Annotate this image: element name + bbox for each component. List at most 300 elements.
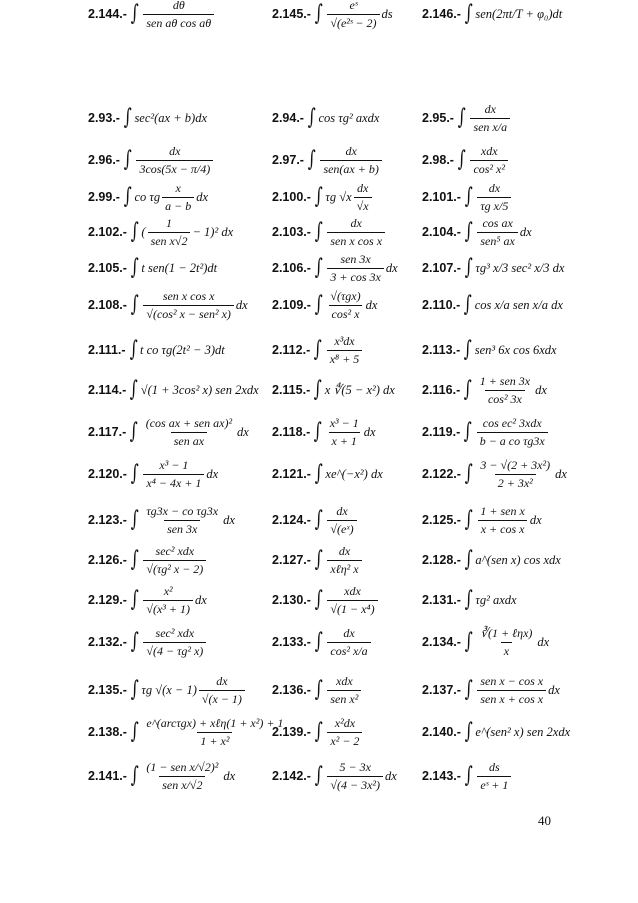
exercise-item xyxy=(88,625,208,658)
fraction xyxy=(327,0,379,31)
exercise-number: 2.145.- xyxy=(272,7,311,21)
exercise-number: 2.95.- xyxy=(422,111,454,125)
integral-expression xyxy=(313,0,393,31)
integral-expression xyxy=(463,549,561,571)
numerator: cos ec² 3xdx xyxy=(482,415,542,430)
denominator: √(1 − x⁴) xyxy=(327,600,377,617)
integral-expression xyxy=(456,102,512,135)
integrand-tail: dx xyxy=(385,768,397,783)
exercise-number: 2.96.- xyxy=(88,153,120,167)
integral-sign: ∫ xyxy=(130,255,139,280)
denominator: x + 1 xyxy=(329,432,360,449)
integral-sign: ∫ xyxy=(313,419,322,444)
integral-sign: ∫ xyxy=(464,507,473,532)
integrand-tail: dx xyxy=(535,382,547,397)
exercise-number: 2.110.- xyxy=(422,298,461,312)
exercise-number: 2.129.- xyxy=(88,593,127,607)
numerator: sen x cos x xyxy=(162,288,215,303)
integral-expression xyxy=(463,257,565,279)
integral-expression xyxy=(463,216,532,249)
numerator: ds xyxy=(489,759,500,774)
integral-sign: ∫ xyxy=(130,587,139,612)
exercise-number: 2.146.- xyxy=(422,7,461,21)
integral-sign: ∫ xyxy=(464,255,473,280)
exercise-number: 2.126.- xyxy=(88,553,127,567)
numerator: xdx xyxy=(480,143,498,158)
integral-sign: ∫ xyxy=(130,461,139,486)
exercise-item xyxy=(422,759,513,792)
numerator: x xyxy=(175,180,181,195)
numerator: cos ax xyxy=(482,215,513,230)
integral-sign: ∫ xyxy=(314,719,323,744)
integrand-tail: − 1)² dx xyxy=(192,224,234,239)
numerator: sec² xdx xyxy=(155,625,195,640)
integral-sign: ∫ xyxy=(130,629,139,654)
exercise-item xyxy=(88,457,219,490)
integral-expression xyxy=(122,181,208,214)
integral-expression xyxy=(463,458,567,491)
exercise-number: 2.119.- xyxy=(422,425,461,439)
integral-sign: ∫ xyxy=(313,337,322,362)
integral-expression xyxy=(313,544,364,577)
exercise-item xyxy=(272,143,384,176)
integrand: ( xyxy=(141,224,146,239)
denominator: a − b xyxy=(162,197,194,214)
fraction xyxy=(477,626,535,659)
numerator: 1 xyxy=(166,215,173,230)
fraction xyxy=(327,289,363,322)
integrand-tail: dx xyxy=(237,424,249,439)
integral-sign: ∫ xyxy=(314,763,323,788)
integral-sign: ∫ xyxy=(314,587,323,612)
exercise-item xyxy=(422,625,550,658)
exercise-item xyxy=(422,718,570,746)
denominator: 3 + cos 3x xyxy=(327,268,383,285)
exercise-item xyxy=(88,143,215,176)
exercise-number: 2.125.- xyxy=(422,513,461,527)
integral-sign: ∫ xyxy=(463,419,472,444)
denominator: √(cos² x − sen² x) xyxy=(143,305,234,322)
exercise-item xyxy=(422,254,564,282)
integral-sign: ∫ xyxy=(130,292,139,317)
exercise-number: 2.113.- xyxy=(422,343,461,357)
integrand: τg² axdx xyxy=(475,592,517,607)
numerator: x²dx xyxy=(334,715,356,730)
fraction xyxy=(136,144,213,177)
fraction xyxy=(470,102,510,135)
fraction xyxy=(143,0,214,31)
denominator: b − a co τg3x xyxy=(477,432,548,449)
integral-sign: ∫ xyxy=(314,507,323,532)
numerator: (cos ax + sen ax)² xyxy=(145,415,233,430)
fraction xyxy=(327,504,356,537)
integral-expression xyxy=(129,760,235,793)
exercise-item xyxy=(422,586,517,614)
exercise-number: 2.114.- xyxy=(88,383,127,397)
integrand-tail: dx xyxy=(529,512,542,527)
denominator: τg x/5 xyxy=(477,197,511,214)
exercise-item xyxy=(88,254,217,282)
exercise-number: 2.138.- xyxy=(88,725,127,739)
numerator: e^(arcτgx) + xℓη(1 + x²) + 1 xyxy=(146,715,284,730)
integral-expression xyxy=(463,504,542,537)
exercise-item xyxy=(422,336,557,364)
exercise-item xyxy=(272,673,363,706)
denominator: x² − 2 xyxy=(327,732,362,749)
denominator: cos² x² xyxy=(470,160,508,177)
denominator: sen 3x xyxy=(164,520,200,537)
integral-sign: ∫ xyxy=(123,147,132,172)
denominator: x⁸ + 5 xyxy=(327,350,363,367)
exercise-item xyxy=(88,415,249,448)
exercise-item xyxy=(272,503,359,536)
exercise-item xyxy=(272,583,380,616)
fraction xyxy=(327,674,361,707)
integral-expression xyxy=(129,716,289,749)
denominator: √(4 − 3x²) xyxy=(327,776,383,793)
integral-expression xyxy=(313,289,377,322)
integral-expression xyxy=(129,0,216,31)
exercise-number: 2.140.- xyxy=(422,725,461,739)
integral-expression xyxy=(128,416,249,449)
exercise-number: 2.100.- xyxy=(272,190,311,204)
exercise-item xyxy=(422,0,562,28)
exercise-number: 2.97.- xyxy=(272,153,304,167)
exercise-item xyxy=(88,0,216,28)
exercise-number: 2.130.- xyxy=(272,593,311,607)
numerator: x³ − 1 xyxy=(329,415,359,430)
exercise-item xyxy=(272,460,383,488)
exercise-number: 2.143.- xyxy=(422,769,461,783)
integrand-tail: dx xyxy=(519,224,532,239)
integrand: √(1 + 3cos² x) sen 2xdx xyxy=(140,382,259,397)
integral-sign: ∫ xyxy=(314,1,323,26)
denominator: √(x³ + 1) xyxy=(143,600,193,617)
exercise-item xyxy=(88,376,259,404)
denominator: 3cos(5x − π/4) xyxy=(136,160,213,177)
integral-expression xyxy=(462,416,550,449)
exercise-item xyxy=(422,180,513,213)
integral-sign: ∫ xyxy=(313,377,322,402)
numerator: dx xyxy=(484,101,496,116)
fraction xyxy=(143,416,235,449)
exercise-number: 2.131.- xyxy=(422,593,461,607)
fraction xyxy=(143,626,206,659)
exercise-number: 2.123.- xyxy=(88,513,127,527)
fraction xyxy=(477,374,533,407)
denominator: eˢ + 1 xyxy=(477,776,511,793)
integrand-tail: dx xyxy=(223,512,235,527)
denominator: sen aθ cos aθ xyxy=(143,14,214,31)
denominator: sen x + cos x xyxy=(477,690,546,707)
denominator: cos² 3x xyxy=(485,390,525,407)
integral-expression xyxy=(463,721,570,743)
exercise-item xyxy=(272,288,378,321)
integral-expression xyxy=(463,626,549,659)
integrand-tail: dx xyxy=(195,592,207,607)
integral-sign: ∫ xyxy=(130,219,139,244)
integral-expression xyxy=(306,107,379,129)
integral-sign: ∫ xyxy=(129,337,138,362)
exercise-number: 2.142.- xyxy=(272,769,311,783)
numerator: sen x − cos x xyxy=(480,673,544,688)
denominator: x xyxy=(501,642,512,659)
fraction xyxy=(143,544,206,577)
denominator: √x xyxy=(354,197,372,214)
integral-expression xyxy=(462,294,563,316)
numerator: √(τgx) xyxy=(330,288,361,303)
integral-expression xyxy=(313,504,359,537)
integrand: x ∜(5 − x²) dx xyxy=(324,383,395,397)
integral-expression xyxy=(313,181,374,214)
integral-sign: ∫ xyxy=(464,547,473,572)
integral-expression xyxy=(129,289,248,322)
exercise-number: 2.136.- xyxy=(272,683,311,697)
integral-sign: ∫ xyxy=(123,184,132,209)
integrand: cos x/a sen x/a dx xyxy=(474,297,563,312)
integral-expression xyxy=(313,674,363,707)
integral-sign: ∫ xyxy=(130,677,139,702)
numerator: xdx xyxy=(344,583,361,598)
integral-expression xyxy=(313,216,387,249)
integral-expression xyxy=(312,334,364,367)
denominator: sen x² xyxy=(327,690,361,707)
fraction xyxy=(354,181,372,214)
denominator: x⁴ − 4x + 1 xyxy=(143,474,204,491)
exercise-number: 2.127.- xyxy=(272,553,311,567)
exercise-number: 2.111.- xyxy=(88,343,126,357)
integral-expression xyxy=(463,3,562,25)
fraction xyxy=(143,584,193,617)
exercise-number: 2.108.- xyxy=(88,298,127,312)
denominator: sen⁵ ax xyxy=(477,232,518,249)
fraction xyxy=(327,544,361,577)
integral-sign: ∫ xyxy=(129,419,138,444)
exercise-item xyxy=(272,0,393,28)
denominator: sen x/a xyxy=(470,118,510,135)
exercise-number: 2.112.- xyxy=(272,343,311,357)
integral-sign: ∫ xyxy=(464,587,473,612)
integrand: t sen(1 − 2t²)dt xyxy=(141,260,218,275)
denominator: sen x√2 xyxy=(148,232,191,249)
exercise-item xyxy=(422,673,560,706)
integrand-tail: dx xyxy=(385,260,398,275)
fraction xyxy=(327,216,385,249)
integrand: cos τg² axdx xyxy=(318,110,380,125)
exercise-item xyxy=(272,215,387,248)
exercise-item xyxy=(88,180,209,213)
exercise-number: 2.115.- xyxy=(272,383,311,397)
fraction xyxy=(143,458,204,491)
numerator: dx xyxy=(338,543,351,558)
integral-sign: ∫ xyxy=(463,377,472,402)
integral-expression xyxy=(463,181,513,214)
denominator: 1 + x² xyxy=(197,732,232,749)
numerator: dx xyxy=(169,143,181,158)
exercise-number: 2.122.- xyxy=(422,467,461,481)
numerator: sen 3x xyxy=(340,251,371,266)
fraction xyxy=(143,716,286,749)
integrand-tail: dx xyxy=(537,634,550,649)
integral-expression xyxy=(129,626,208,659)
numerator: ∛(1 + ℓηx) xyxy=(480,625,533,640)
exercise-item xyxy=(88,715,288,748)
fraction xyxy=(327,716,362,749)
integral-sign: ∫ xyxy=(130,547,139,572)
exercise-number: 2.132.- xyxy=(88,635,127,649)
exercise-number: 2.139.- xyxy=(272,725,311,739)
denominator: 2 + 3x² xyxy=(495,474,536,491)
integral-expression xyxy=(313,716,365,749)
denominator: sen x/√2 xyxy=(159,776,205,793)
integral-expression xyxy=(128,379,258,401)
integral-sign: ∫ xyxy=(464,629,473,654)
fraction xyxy=(470,144,508,177)
exercise-number: 2.117.- xyxy=(88,425,127,439)
exercise-number: 2.118.- xyxy=(272,425,311,439)
integrand: t co τg(2t² − 3)dt xyxy=(140,342,225,357)
fraction xyxy=(327,416,362,449)
denominator: √(eˣ) xyxy=(327,520,356,537)
exercise-number: 2.94.- xyxy=(272,111,304,125)
exercise-item xyxy=(88,104,207,132)
integral-expression xyxy=(463,589,517,611)
integral-expression xyxy=(122,144,215,177)
integral-sign: ∫ xyxy=(464,461,473,486)
fraction xyxy=(327,334,363,367)
exercise-item xyxy=(272,104,379,132)
numerator: dx xyxy=(356,180,369,195)
exercise-number: 2.141.- xyxy=(88,769,127,783)
exercise-number: 2.102.- xyxy=(88,225,127,239)
integral-expression xyxy=(456,144,510,177)
integral-sign: ∫ xyxy=(130,763,139,788)
integrand: co τg xyxy=(134,189,161,204)
denominator: √(e²ˢ − 2) xyxy=(327,14,379,31)
fraction xyxy=(477,760,511,793)
integral-expression xyxy=(462,374,547,407)
exercise-item xyxy=(422,373,547,406)
numerator: sec² xdx xyxy=(155,543,195,558)
integrand: sec²(ax + b)dx xyxy=(134,110,208,125)
integral-sign: ∫ xyxy=(464,719,473,744)
exercise-number: 2.101.- xyxy=(422,190,461,204)
numerator: dx xyxy=(488,180,501,195)
integral-sign: ∫ xyxy=(464,677,473,702)
denominator: sen(ax + b) xyxy=(320,160,381,177)
exercise-number: 2.104.- xyxy=(422,225,461,239)
integral-expression xyxy=(313,252,398,285)
integral-expression xyxy=(129,458,218,491)
exercise-item xyxy=(422,291,563,319)
fraction xyxy=(327,626,370,659)
integrand-tail: dx xyxy=(548,682,560,697)
integrand: sen(2πt/T + φ₀)dt xyxy=(475,6,563,21)
exercise-item xyxy=(422,215,532,248)
fraction xyxy=(477,416,548,449)
fraction xyxy=(327,252,383,285)
exercise-number: 2.103.- xyxy=(272,225,311,239)
denominator: xℓη² x xyxy=(327,560,361,577)
integral-sign: ∫ xyxy=(130,1,139,26)
fraction xyxy=(162,181,194,214)
integral-expression xyxy=(129,216,233,249)
exercise-item xyxy=(272,715,364,748)
exercise-number: 2.135.- xyxy=(88,683,127,697)
fraction xyxy=(320,144,381,177)
exercise-number: 2.107.- xyxy=(422,261,461,275)
exercise-number: 2.109.- xyxy=(272,298,311,312)
integral-expression xyxy=(129,257,217,279)
numerator: dθ xyxy=(172,0,185,12)
exercise-number: 2.105.- xyxy=(88,261,127,275)
integral-sign: ∫ xyxy=(314,219,323,244)
integral-expression xyxy=(312,416,375,449)
fraction xyxy=(327,760,383,793)
denominator: √(x − 1) xyxy=(199,690,245,707)
integral-expression xyxy=(129,504,235,537)
integral-sign: ∫ xyxy=(130,507,139,532)
integral-expression xyxy=(313,584,380,617)
integral-sign: ∫ xyxy=(123,105,132,130)
exercise-number: 2.98.- xyxy=(422,153,454,167)
exercise-item xyxy=(422,143,510,176)
integrand: xe^(−x²) dx xyxy=(325,466,383,481)
exercise-item xyxy=(88,759,236,792)
fraction xyxy=(327,584,377,617)
integral-expression xyxy=(312,379,395,401)
fraction xyxy=(477,181,511,214)
exercise-item xyxy=(422,503,542,536)
fraction xyxy=(143,760,221,793)
integrand-tail: ds xyxy=(381,6,393,21)
denominator: cos² x xyxy=(329,305,363,322)
integrand-tail: dx xyxy=(206,466,219,481)
denominator: cos² x/a xyxy=(327,642,370,659)
numerator: x³ − 1 xyxy=(159,457,189,472)
fraction xyxy=(199,674,245,707)
exercise-item xyxy=(88,215,234,248)
integrand: a^(sen x) cos xdx xyxy=(475,552,561,567)
integral-expression xyxy=(129,674,247,707)
numerator: x² xyxy=(163,583,173,598)
exercise-item xyxy=(88,288,248,321)
fraction xyxy=(477,674,546,707)
exercise-item xyxy=(272,376,395,404)
exercise-number: 2.116.- xyxy=(422,383,461,397)
exercise-number: 2.99.- xyxy=(88,190,120,204)
integrand: τg √x xyxy=(325,189,352,204)
exercise-number: 2.137.- xyxy=(422,683,461,697)
fraction xyxy=(148,216,191,249)
fraction xyxy=(143,289,234,322)
integrand-tail: dx xyxy=(223,768,236,783)
numerator: 3 − √(2 + 3x²) xyxy=(480,457,551,472)
integral-sign: ∫ xyxy=(464,1,473,26)
numerator: (1 − sen x/√2)² xyxy=(146,759,219,774)
integral-sign: ∫ xyxy=(314,292,323,317)
integral-sign: ∫ xyxy=(314,677,323,702)
integral-expression xyxy=(128,339,225,361)
integral-expression xyxy=(313,626,373,659)
denominator: x + cos x xyxy=(478,520,528,537)
numerator: 1 + sen 3x xyxy=(479,373,531,388)
integral-expression xyxy=(129,544,208,577)
exercise-item xyxy=(272,333,364,366)
denominator: √(4 − τg² x) xyxy=(143,642,206,659)
integral-sign: ∫ xyxy=(463,337,472,362)
exercise-item xyxy=(88,543,208,576)
